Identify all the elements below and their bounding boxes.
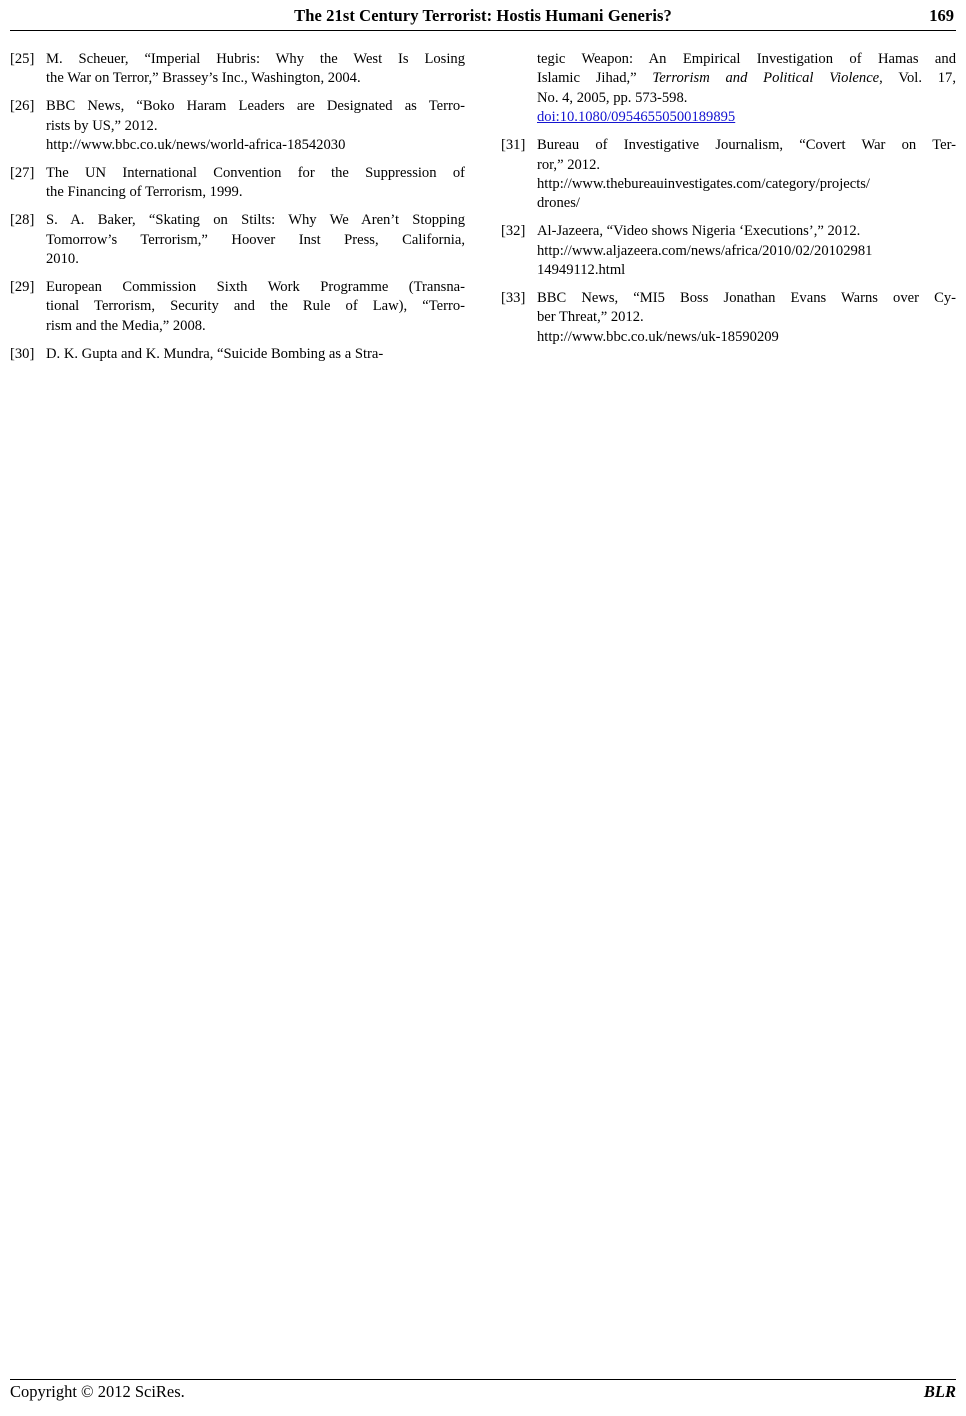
- page-footer: [10, 1382, 956, 1408]
- reference-line: rists by US,” 2012.: [46, 117, 158, 134]
- reference-item: [10, 211, 465, 269]
- reference-number: [29]: [10, 279, 35, 296]
- footer-rule: [10, 1379, 956, 1380]
- reference-body: [46, 97, 465, 155]
- reference-body: [537, 50, 956, 128]
- reference-item: [10, 97, 465, 155]
- reference-line: M. Scheuer, “Imperial Hubris: Why the West Is Losing: [46, 51, 465, 67]
- reference-url[interactable]: http://www.bbc.co.uk/news/world-africa-18542030: [46, 137, 346, 154]
- reference-text: , Vol. 17,: [879, 70, 956, 87]
- reference-number: [30]: [10, 345, 35, 362]
- page-number: 169: [929, 6, 954, 25]
- reference-body: [537, 222, 956, 280]
- reference-body: [46, 211, 465, 269]
- reference-body: [46, 278, 465, 336]
- reference-line: ror,” 2012.: [537, 156, 601, 173]
- reference-line: tional Terrorism, Security and the Rule of Law), “Terro-: [46, 298, 465, 315]
- reference-url[interactable]: http://www.aljazeera.com/news/africa/2010/02/20102981: [537, 242, 873, 259]
- reference-line: the Financing of Terrorism, 1999.: [46, 184, 243, 201]
- reference-number: [25]: [10, 51, 35, 67]
- copyright-text: Copyright © 2012 SciRes.: [10, 1382, 185, 1401]
- journal-title: Terrorism and Political Violence: [652, 70, 880, 87]
- reference-line: No. 4, 2005, pp. 573-598.: [537, 89, 688, 106]
- reference-line: Al-Jazeera, “Video shows Nigeria ‘Executions’,” 2012.: [537, 223, 861, 240]
- reference-line: Bureau of Investigative Journalism, “Covert War on Ter-: [537, 137, 956, 154]
- reference-url[interactable]: http://www.bbc.co.uk/news/uk-18590209: [537, 328, 779, 345]
- reference-line: S. A. Baker, “Skating on Stilts: Why We Aren’t Stopping: [46, 212, 465, 229]
- reference-line: the War on Terror,” Brassey’s Inc., Washington, 2004.: [46, 70, 361, 87]
- reference-body: [46, 164, 465, 203]
- reference-body: [46, 50, 465, 89]
- reference-line: 2010.: [46, 251, 79, 268]
- reference-line: European Commission Sixth Work Programme (Transna-: [46, 279, 465, 296]
- reference-line: [537, 69, 956, 88]
- reference-item: [501, 222, 956, 280]
- reference-line: ber Threat,” 2012.: [537, 309, 644, 326]
- reference-item-continued: [501, 50, 956, 128]
- reference-item: [501, 289, 956, 347]
- journal-abbreviation: BLR: [923, 1382, 956, 1401]
- reference-line: tegic Weapon: An Empirical Investigation of Hamas and: [537, 51, 956, 67]
- right-column: [501, 50, 956, 373]
- reference-body: [46, 345, 465, 364]
- reference-line: The UN International Convention for the Suppression of: [46, 165, 465, 182]
- reference-item: [10, 345, 465, 364]
- reference-number: [28]: [10, 212, 35, 229]
- reference-item: [10, 278, 465, 336]
- reference-number: [501, 50, 537, 128]
- reference-url-continued[interactable]: drones/: [537, 195, 580, 212]
- running-head: [0, 0, 966, 34]
- reference-line: BBC News, “Boko Haram Leaders are Designated as Terro-: [46, 98, 465, 115]
- reference-line: D. K. Gupta and K. Mundra, “Suicide Bombing as a Stra-: [46, 345, 384, 362]
- reference-number: [33]: [501, 289, 526, 306]
- reference-line: BBC News, “MI5 Boss Jonathan Evans Warns over Cy-: [537, 289, 956, 306]
- reference-line: rism and the Media,” 2008.: [46, 317, 206, 334]
- doi-link[interactable]: doi:10.1080/09546550500189895: [537, 109, 736, 126]
- reference-columns: [10, 50, 956, 373]
- reference-line: Tomorrow’s Terrorism,” Hoover Inst Press, California,: [46, 231, 465, 248]
- reference-item: [10, 50, 465, 89]
- reference-text: Islamic Jihad,”: [537, 70, 653, 87]
- reference-number: [31]: [501, 137, 526, 154]
- reference-item: [501, 136, 956, 214]
- reference-body: [537, 136, 956, 214]
- reference-url-continued[interactable]: 14949112.html: [537, 262, 626, 279]
- reference-number: [32]: [501, 223, 526, 240]
- reference-item: [10, 164, 465, 203]
- reference-body: [537, 289, 956, 347]
- header-rule: [10, 30, 956, 31]
- left-column: [10, 50, 465, 373]
- reference-number: [26]: [10, 98, 35, 115]
- reference-url[interactable]: http://www.thebureauinvestigates.com/category/projects/: [537, 175, 870, 192]
- reference-number: [27]: [10, 165, 35, 182]
- running-head-title: The 21st Century Terrorist: Hostis Humani Generis?: [294, 6, 672, 25]
